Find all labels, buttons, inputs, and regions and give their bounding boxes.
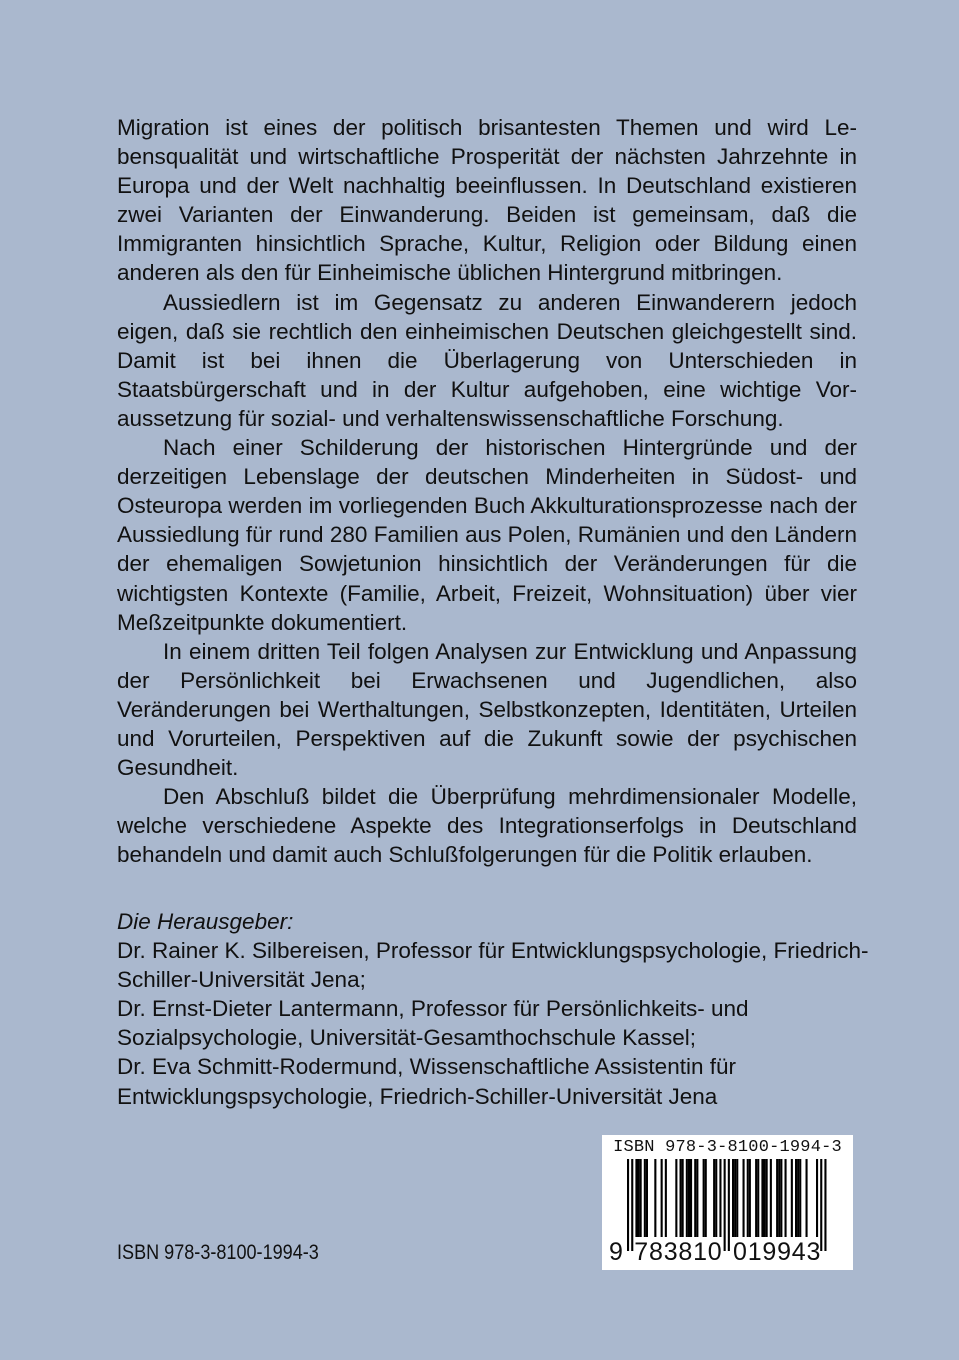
barcode-bar <box>715 1159 717 1237</box>
barcode <box>602 1135 853 1270</box>
barcode-digit: 8 <box>649 1238 663 1266</box>
barcode-digit: 1 <box>747 1238 762 1266</box>
barcode-bar <box>743 1159 745 1237</box>
cover-blurb <box>117 113 857 869</box>
barcode-bar <box>747 1159 749 1237</box>
barcode-bar <box>688 1159 690 1237</box>
editor-entry-1: Dr. Rainer K. Silbereisen, Professor für Entwicklungspsychologie, Friedrich-Schiller-Universität Jena; <box>117 938 869 993</box>
barcode-digit: 9 <box>777 1238 791 1266</box>
barcode-bar <box>806 1159 808 1237</box>
barcode-bar <box>732 1159 734 1237</box>
blurb-paragraph-1: Migration ist eines der politisch brisantesten Themen und wird Lebensqualität und wirtschaftliche Prosperität der nächsten Jahrzehnte in Europa und der Welt nachhaltig beeinflussen. In Deutschland existieren zwei Varianten der Einwanderung. Beiden ist gemeinsam, daß die Immigranten hinsichtlich Sprache, Kultur, Religion oder Bildung einen anderen als den für Einheimische üblichen Hintergrund mitbringen. <box>117 115 857 286</box>
barcode-bar <box>694 1159 696 1237</box>
barcode-bar <box>690 1159 692 1237</box>
barcode-bar <box>780 1159 782 1237</box>
barcode-bar <box>791 1159 793 1237</box>
barcode-bar <box>640 1159 642 1237</box>
barcode-digits <box>602 1238 853 1268</box>
barcode-bar <box>696 1159 698 1237</box>
barcode-bar <box>797 1159 799 1237</box>
barcode-bar <box>682 1159 684 1237</box>
barcode-digit: 3 <box>806 1238 821 1266</box>
editor-entry-2: Dr. Ernst-Dieter Lantermann, Professor für Persönlichkeits- und Sozialpsychologie, Universität-Gesamthochschule Kassel; <box>117 996 749 1051</box>
barcode-bar <box>755 1159 757 1237</box>
isbn-text: ISBN 978-3-8100-1994-3 <box>117 1241 319 1264</box>
barcode-bar <box>713 1159 715 1237</box>
barcode-digit: 0 <box>707 1238 722 1266</box>
editors-section <box>117 907 877 1111</box>
barcode-bar <box>665 1159 667 1237</box>
barcode-isbn-label: ISBN 978-3-8100-1994-3 <box>613 1138 842 1157</box>
barcode-bar <box>734 1159 736 1237</box>
barcode-bar <box>646 1159 648 1237</box>
barcode-bar <box>705 1159 707 1237</box>
barcode-bar <box>703 1159 705 1237</box>
barcode-digit: 3 <box>663 1238 678 1266</box>
barcode-digit: 7 <box>634 1238 649 1266</box>
barcode-bar <box>776 1159 778 1237</box>
barcode-bar <box>661 1159 663 1237</box>
barcode-digit: 0 <box>733 1238 747 1266</box>
blurb-paragraph-5: Den Abschluß bildet die Überprüfung mehrdimensionaler Modelle, welche verschiedene Aspekte des Integrationserfolgs in Deutschland behandeln und damit auch Schlußfolgerungen für die Politik erlauben. <box>117 784 857 868</box>
blurb-paragraph-2: Aussiedlern ist im Gegensatz zu anderen Einwanderern jedoch eigen, daß sie rechtlich den einheimischen Deutschen gleichgestellt sind. Damit ist bei ihnen die Überlagerung von Unterschieden in Staatsbürgerschaft und in der Kultur aufgehoben, eine wichtige Voraussetzung für sozial- und verhaltenswissenschaftliche Forschung. <box>117 289 857 431</box>
barcode-bar <box>686 1159 688 1237</box>
barcode-bar <box>638 1159 640 1237</box>
barcode-digit: 8 <box>678 1238 693 1266</box>
barcode-bar <box>736 1159 738 1237</box>
barcode-digit: 9 <box>762 1238 777 1266</box>
barcode-bar <box>778 1159 780 1237</box>
barcode-bar <box>654 1159 656 1237</box>
barcode-bar <box>749 1159 751 1237</box>
barcode-digit: 4 <box>791 1238 806 1266</box>
barcode-digit: 9 <box>609 1238 623 1266</box>
barcode-bar <box>766 1159 768 1237</box>
barcode-bar <box>799 1159 801 1237</box>
barcode-bar <box>635 1159 637 1237</box>
barcode-bar <box>795 1159 797 1237</box>
barcode-bar <box>719 1159 721 1237</box>
barcode-bar <box>761 1159 763 1237</box>
barcode-digit: 1 <box>693 1238 707 1266</box>
barcode-bar <box>675 1159 677 1237</box>
barcode-bar <box>816 1159 818 1237</box>
blurb-paragraph-4: In einem dritten Teil folgen Analysen zur Entwicklung und Anpassung der Persönlichkeit bei Erwachsenen und Jugendlichen, also Veränderungen bei Werthaltungen, Selbstkonzepten, Identitäten, Urteilen und Vorurteilen, Perspektiven auf die Zukunft sowie der psychischen Gesundheit. <box>117 638 857 781</box>
blurb-paragraph-3: Nach einer Schilderung der historischen Hintergründe und der derzeitigen Lebenslage der deutschen Minderheiten in Südost- und Osteuropa werden im vorliegenden Buch Akkulturationsprozesse nach der Aussiedlung für rund 280 Familien aus Polen, Rumänien und den Ländern der ehemaligen Sowjetunion hinsichtlich der Veränderungen für die wichtigsten Kontexte (Familie, Arbeit, Freizeit, Wohnsituation) über vier Meßzeitpunkte dokumentiert. <box>117 435 857 635</box>
barcode-bar <box>757 1159 759 1237</box>
editors-heading: Die Herausgeber: <box>117 909 294 934</box>
editor-entry-3: Dr. Eva Schmitt-Rodermund, Wissenschaftliche Assistentin für Entwicklungspsychologie, Friedrich-Schiller-Universität Jena <box>117 1054 736 1109</box>
barcode-bar <box>770 1159 772 1237</box>
barcode-bar <box>680 1159 682 1237</box>
barcode-bar <box>785 1159 787 1237</box>
barcode-bar <box>644 1159 646 1237</box>
barcode-bar <box>764 1159 766 1237</box>
